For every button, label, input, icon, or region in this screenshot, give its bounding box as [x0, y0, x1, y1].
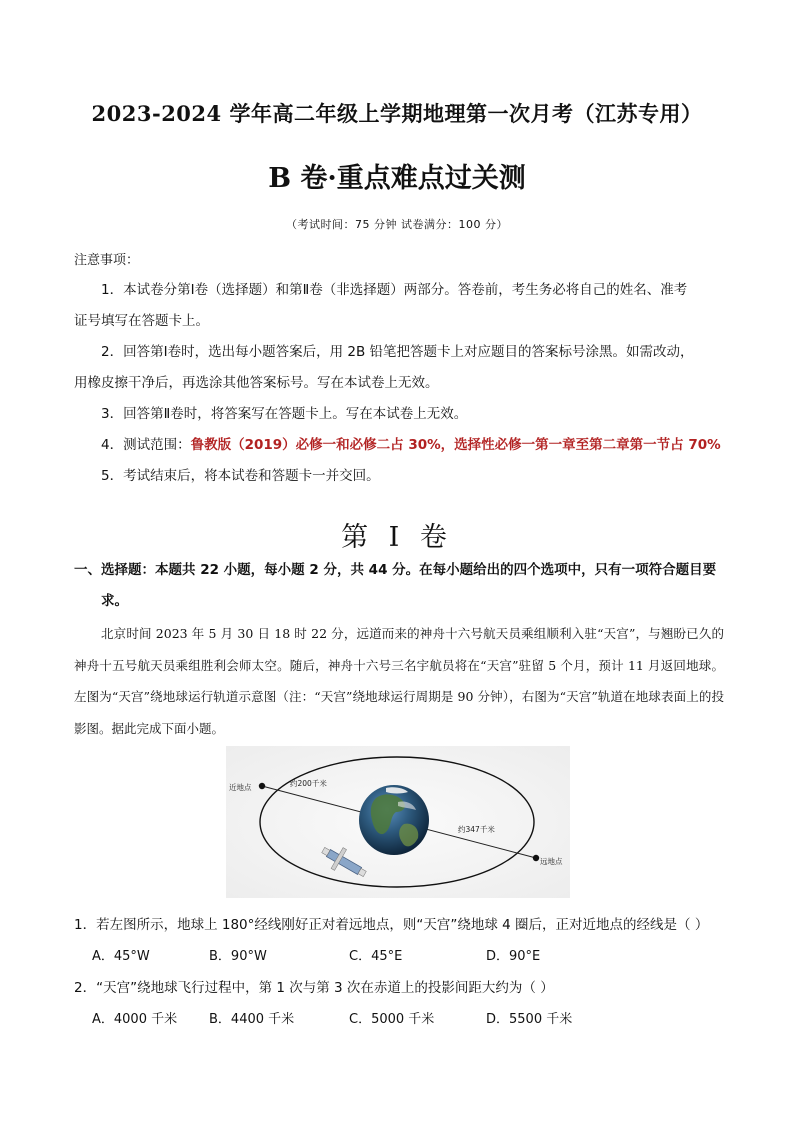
- exam-subtitle: B 卷·重点难点过关测: [268, 163, 526, 194]
- notice-item-5: 5．考试结束后，将本试卷和答题卡一并交回。: [101, 468, 380, 484]
- q1-option-a[interactable]: A．45°W: [92, 949, 150, 964]
- notice-item-2: 2．回答第Ⅰ卷时，选出每小题答案后，用 2B 铅笔把答题卡上对应题目的答案标号涂黑。如需改动，: [101, 344, 694, 360]
- notice-item-4-label: 4．测试范围：: [101, 437, 191, 453]
- q2-option-a[interactable]: A．4000 千米: [92, 1012, 178, 1027]
- notice-item-1: 1．本试卷分第Ⅰ卷（选择题）和第Ⅱ卷（非选择题）两部分。答卷前，考生务必将自己的姓名、准考: [101, 282, 688, 298]
- notice-item-2-cont: 用橡皮擦干净后，再选涂其他答案标号。写在本试卷上无效。: [74, 375, 439, 391]
- part-one-line2: 求。: [101, 593, 128, 609]
- question-1-stem: 1．若左图所示，地球上 180°经线刚好正对着远地点，则“天宫”绕地球 4 圈后，正对近地点的经线是（ ）: [74, 917, 709, 933]
- perigee-point: [259, 783, 265, 789]
- exam-meta: （考试时间：75 分钟 试卷满分：100 分）: [286, 218, 508, 231]
- part-one-instructions: [74, 555, 724, 617]
- notice-item-4: [74, 430, 722, 461]
- q1-option-c[interactable]: C．45°E: [349, 949, 403, 964]
- part-one-line1: 一、选择题：本题共 22 小题，每小题 2 分，共 44 分。在每小题给出的四个选项中，只有一项符合题目要: [74, 562, 717, 578]
- question-2-stem: 2．“天宫”绕地球飞行过程中，第 1 次与第 3 次在赤道上的投影间距大约为（ ）: [74, 980, 554, 996]
- perigee-label: 近地点: [229, 783, 252, 792]
- section-title: 第 I 卷: [341, 522, 453, 553]
- notice-list: [74, 275, 722, 492]
- q2-option-d[interactable]: D．5500 千米: [486, 1012, 573, 1027]
- q1-option-b[interactable]: B．90°W: [209, 949, 267, 964]
- reading-passage: [74, 618, 724, 744]
- q1-option-d[interactable]: D．90°E: [486, 949, 541, 964]
- apogee-label: 远地点: [540, 857, 563, 866]
- notice-item-3: 3．回答第Ⅱ卷时，将答案写在答题卡上。写在本试卷上无效。: [101, 406, 468, 422]
- passage-text: 北京时间 2023 年 5 月 30 日 18 时 22 分，远道而来的神舟十六号航天员乘组顺利入驻“天宫”，与翘盼已久的神舟十五号航天员乘组胜利会师太空。随后，神舟十六号三名宇航员将在“天宫”驻留 5 个月，预计 11 月返回地球。左图为“天宫”绕地球运行轨道示意图（注：“天宫”绕地球运行周期是 90 分钟），右图为“天宫”轨道在地球表面上的投影图。据此完成下面小题。: [74, 626, 724, 736]
- orbit-diagram: [226, 746, 570, 898]
- apogee-point: [533, 855, 539, 861]
- q2-option-c[interactable]: C．5000 千米: [349, 1012, 435, 1027]
- notice-item-1-cont: 证号填写在答题卡上。: [74, 313, 209, 329]
- notice-heading: 注意事项：: [74, 253, 140, 268]
- exam-title: 2023-2024 学年高二年级上学期地理第一次月考（江苏专用）: [91, 101, 703, 126]
- earth-image: [359, 785, 429, 855]
- near-distance-label: 约200千米: [290, 779, 327, 788]
- q2-option-b[interactable]: B．4400 千米: [209, 1012, 295, 1027]
- test-scope: 鲁教版（2019）必修一和必修二占 30%，选择性必修一第一章至第二章第一节占 70%: [190, 437, 721, 453]
- far-distance-label: 约347千米: [458, 825, 495, 834]
